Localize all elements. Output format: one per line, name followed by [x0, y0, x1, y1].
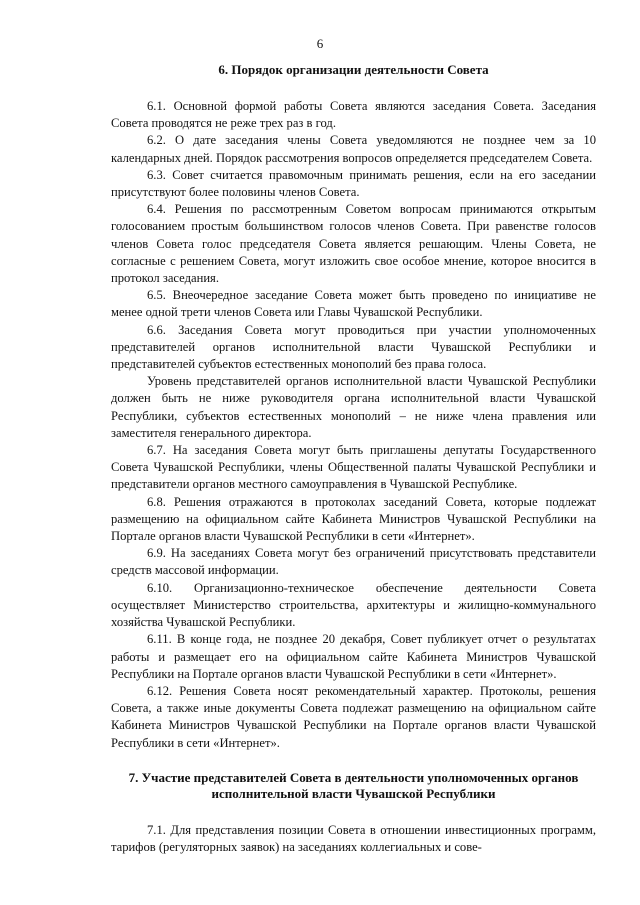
- paragraph-6-3: 6.3. Совет считается правомочным принимать решения, если на его заседании присутствуют более половины членов Совета.: [111, 167, 596, 200]
- page-number: 6: [316, 36, 324, 51]
- paragraph-6-2: 6.2. О дате заседания члены Совета уведомляются не позднее чем за 10 календарных дней. Порядок рассмотрения вопросов определяется председателем Совета.: [111, 133, 596, 165]
- paragraph-7-1: 7.1. Для представления позиции Совета в отношении инвестиционных программ, тарифов (регуляторных заявок) на заседаниях коллегиальных и сове-: [111, 822, 596, 854]
- document-body: [111, 62, 596, 856]
- section-6-title: 6. Порядок организации деятельности Совета: [218, 62, 489, 77]
- paragraph-6-7: 6.7. На заседания Совета могут быть приглашены депутаты Государственного Совета Чувашской Республики, члены Общественной палаты Чувашской Республики и представители органов местного самоуправления в Чувашской Республике.: [111, 443, 596, 492]
- paragraph-6-5: 6.5. Внеочередное заседание Совета может быть проведено по инициативе не менее одной трети членов Совета или Главы Чувашской Республики.: [111, 288, 596, 320]
- paragraph-6-1: 6.1. Основной формой работы Совета являются заседания Совета. Заседания Совета проводятся не реже трех раз в год.: [111, 99, 596, 131]
- paragraph-6-9: 6.9. На заседаниях Совета могут без ограничений присутствовать представители средств массовой информации.: [111, 546, 596, 578]
- section-7-title: 7. Участие представителей Совета в деятельности уполномоченных органов исполнительной власти Чувашской Республики: [128, 769, 579, 801]
- paragraph-6-8: 6.8. Решения отражаются в протоколах заседаний Совета, которые подлежат размещению на официальном сайте Кабинета Министров Чувашской Республики на Портале органов власти Чувашской Республики в сети «Интернет».: [111, 494, 596, 544]
- paragraph-6-6-level: Уровень представителей органов исполнительной власти Чувашской Республики должен быть не ниже руководителя органа исполнительной власти Чувашской Республики, субъектов естественных монополий – не ниже члена правления или заместителя генерального директора.: [111, 374, 596, 440]
- paragraph-6-6: 6.6. Заседания Совета могут проводиться при участии уполномоченных представителей органов исполнительной власти Чувашской Республики и представителей субъектов естественных монополий без права голоса.: [111, 322, 596, 372]
- paragraph-6-10: 6.10. Организационно-техническое обеспечение деятельности Совета осуществляет Министерство строительства, архитектуры и жилищно-коммунального хозяйства Чувашской Республики.: [111, 580, 596, 630]
- paragraph-6-11: 6.11. В конце года, не позднее 20 декабря, Совет публикует отчет о результатах работы и размещает его на официальном сайте Кабинета Министров Чувашской Республики на Портале органов власти Чувашской Республики в сети «Интернет».: [111, 632, 596, 681]
- paragraph-6-4: 6.4. Решения по рассмотренным Советом вопросам принимаются открытым голосованием простым большинством голосов членов Совета. При равенстве голосов членов Совета голос председателя Совета является решающим. Члены Совета, не согласные с решением Совета, могут изложить свое особое мнение, которое вносится в протокол заседания.: [111, 202, 596, 286]
- paragraph-6-12: 6.12. Решения Совета носят рекомендательный характер. Протоколы, решения Совета, а также иные документы Совета подлежат размещению на официальном сайте Кабинета Министров Чувашской Республики на Портале органов власти Чувашской Республики в сети «Интернет».: [111, 683, 596, 750]
